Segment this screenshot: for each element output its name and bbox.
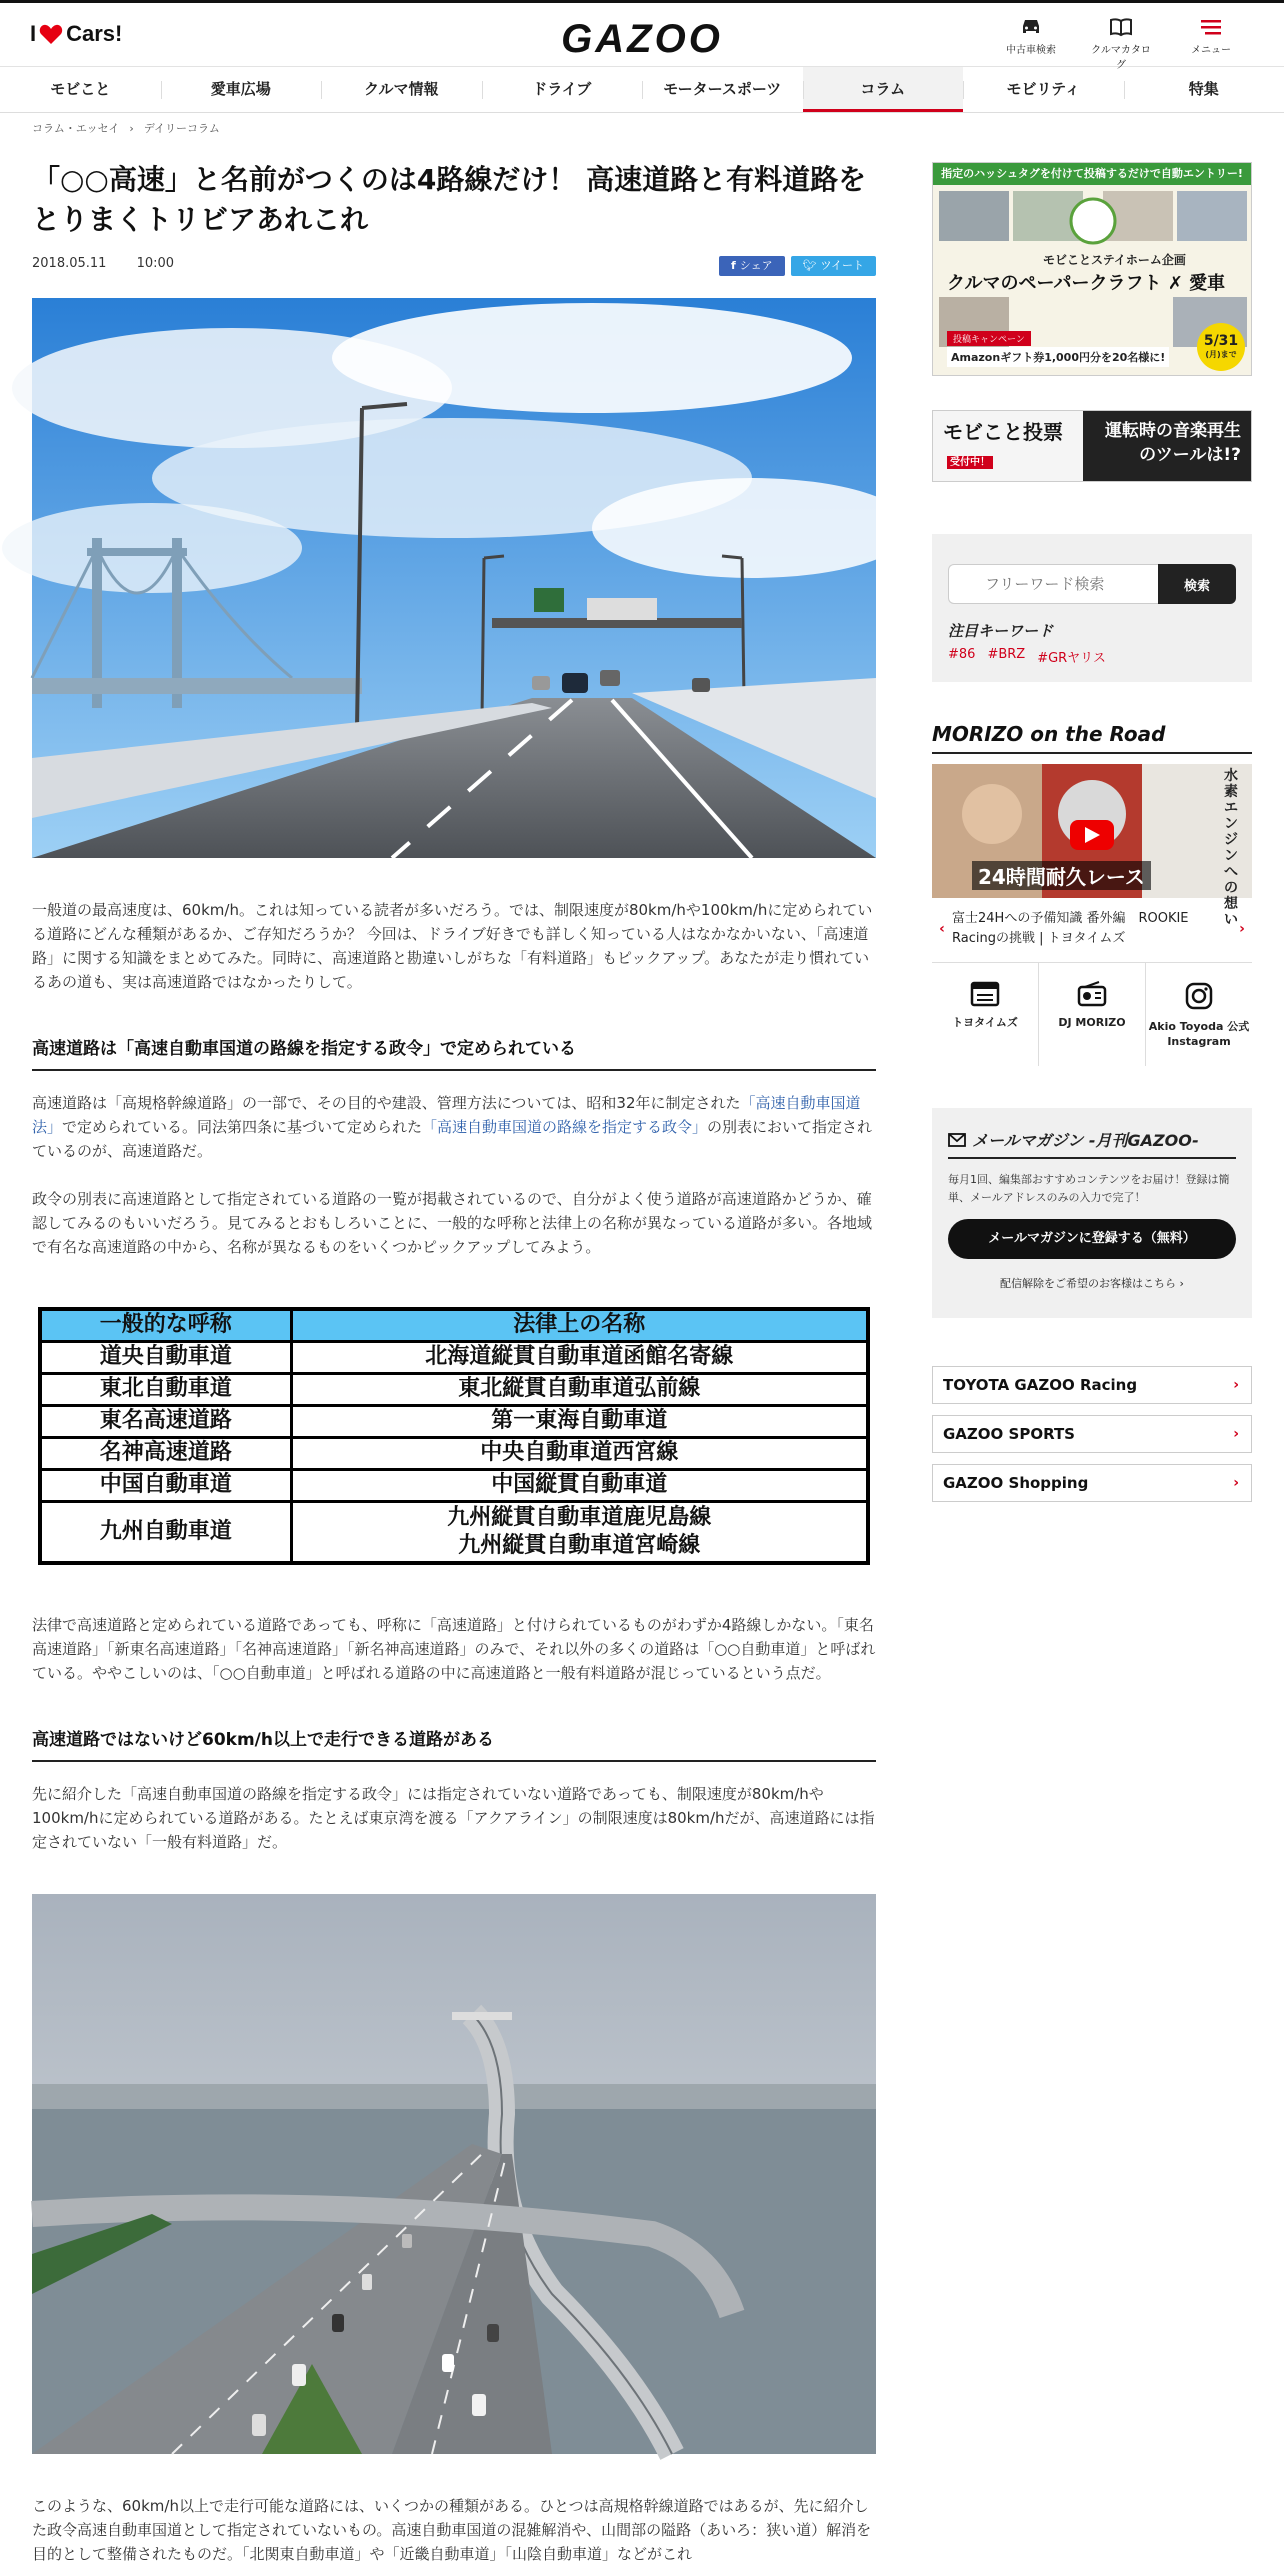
nav-item-mobikoto[interactable]: モビこと [50, 80, 111, 98]
link-route-ordinance[interactable]: 「高速自動車国道の路線を指定する政令」 [422, 1118, 708, 1136]
road-name-table [38, 1307, 870, 1565]
table-row [40, 1469, 868, 1501]
chevron-right-icon: › [1233, 1475, 1239, 1491]
keyword-tags [948, 647, 1236, 666]
link-toyota-gazoo-racing[interactable] [932, 1366, 1252, 1404]
search-input[interactable] [948, 564, 1158, 604]
table-cell [291, 1501, 868, 1563]
section-heading-1: 高速道路は「高速自動車国道の路線を指定する政令」で定められている [32, 1034, 876, 1071]
aqualine-highway-image [32, 1894, 876, 2454]
video-caption-row [932, 908, 1252, 950]
paragraph-1-part-b: で定められている。同法第四条に基づいて定められた [62, 1118, 423, 1136]
banner-deadline-sub: (月)まで [1205, 350, 1237, 359]
banner-deadline: 5/31 [1203, 333, 1239, 349]
table-row [40, 1341, 868, 1373]
paragraph-4: 先に紹介した「高速自動車国道の路線を指定する政令」には指定されていない道路であっても、制限速度が80km/hや100km/hに定められている道路がある。たとえば東京湾を渡る「アクアライン」の制限速度は80km/hだが、高速道路には指定されていない「一般有料道路」だ。 [32, 1785, 875, 1851]
section-heading-2: 高速道路ではないけど60km/h以上で走行できる道路がある [32, 1725, 876, 1762]
chevron-right-icon: › [1233, 1426, 1239, 1442]
newsletter-subscribe-button[interactable]: メールマガジンに登録する（無料） [948, 1219, 1236, 1259]
nav-item-column[interactable]: コラム [803, 67, 964, 112]
table-header-legal-name: 法律上の名称 [291, 1309, 868, 1341]
table-cell-line-2: 九州縦貫自動車道宮崎線 [458, 1532, 701, 1558]
newsletter-description: 毎月1回、編集部おすすめコンテンツをお届け！登録は簡単、メールアドレスのみの入力で完了！ [948, 1173, 1230, 1204]
instagram-icon [1184, 981, 1214, 1011]
vote-banner-left [933, 411, 1083, 481]
video-caption-link[interactable]: 富士24Hへの予備知識 番外編 ROOKIE Racingの挑戦 | トヨタイムズ [952, 911, 1189, 946]
breadcrumb-daily-column[interactable]: デイリーコラム [143, 122, 220, 135]
share-buttons [719, 256, 876, 276]
toyotimes-link[interactable] [932, 963, 1038, 1066]
instagram-link[interactable] [1145, 963, 1252, 1066]
banner-deadline-badge [1197, 323, 1245, 371]
vote-banner-title: モビこと投票 [943, 420, 1063, 444]
newsletter-title-text: メールマガジン -月刊GAZOO- [972, 1131, 1199, 1150]
intro-paragraph: 一般道の最高速度は、60km/h。これは知っている読者が多いだろう。では、制限速度が80km/hや100km/hに定められている道路にどんな種類があるか、ご存知だろうか？ 今回は、ドライブ好きでも詳しく知っている人はなかなかいない、「高速道路」に関する知識をまとめてみた。同時に、高速道路と勘違いしがちな「有料道路」もピックアップ。あなたが走り慣れているあの道も、実は高速道路ではなかったりして。 [32, 901, 873, 991]
header-icons [998, 13, 1244, 71]
facebook-share-button[interactable] [719, 256, 785, 276]
table-header-row [40, 1309, 868, 1341]
newsletter-title [948, 1128, 1236, 1159]
video-thumbnail[interactable] [932, 764, 1252, 928]
link-label: GAZOO Shopping [943, 1474, 1089, 1492]
table-header-common-name: 一般的な呼称 [40, 1309, 291, 1341]
logo-prefix: I [30, 21, 37, 46]
hero-image-bridge-highway [32, 298, 876, 858]
link-label: GAZOO SPORTS [943, 1425, 1075, 1443]
next-arrow-icon[interactable]: › [1239, 921, 1245, 937]
banner-gift-text: Amazonギフト券1,000円分を20名様に! [947, 347, 1169, 367]
keyword-tag[interactable]: #BRZ [987, 647, 1026, 662]
article [32, 160, 876, 2566]
keyword-tag[interactable]: #GRヤリス [1037, 651, 1106, 666]
global-nav [0, 67, 1284, 113]
chevron-right-icon: › [1233, 1377, 1239, 1393]
search-row [948, 564, 1236, 604]
banner-campaign-tag: 投稿キャンペーン [947, 331, 1031, 346]
banner-sub-title: モビことステイホーム企画 [1043, 253, 1186, 267]
table-cell: 北海道縦貫自動車道函館名寄線 [291, 1341, 868, 1373]
table-cell: 東北自動車道 [40, 1373, 291, 1405]
menu-button[interactable] [1178, 13, 1244, 71]
dj-morizo-label: DJ MORIZO [1058, 1016, 1126, 1029]
newsletter-unsubscribe-link[interactable]: 配信解除をご希望のお客様はこちら [1000, 1277, 1177, 1290]
table-row [40, 1437, 868, 1469]
banner-main-title: クルマのペーパークラフト ✗ 愛車 [947, 273, 1226, 294]
table-cell: 東名高速道路 [40, 1405, 291, 1437]
paragraph-1 [32, 1091, 876, 1163]
instagram-label: Akio Toyoda 公式Instagram [1148, 1020, 1250, 1048]
newsletter-panel [932, 1108, 1252, 1318]
logo-suffix: Cars! [66, 21, 123, 46]
article-meta [32, 256, 876, 278]
radio-icon [1077, 981, 1107, 1007]
facebook-icon: f [731, 259, 736, 272]
table-cell: 中国縦貫自動車道 [291, 1469, 868, 1501]
chevron-right-icon: › [1179, 1277, 1184, 1290]
menu-icon [1200, 17, 1222, 37]
breadcrumb-column-essay[interactable]: コラム・エッセイ [32, 122, 120, 135]
table-row [40, 1501, 868, 1563]
mail-icon [948, 1133, 966, 1147]
banner-papercraft-campaign[interactable] [932, 162, 1252, 376]
car-catalog-label: クルマカタログ [1091, 45, 1151, 71]
nav-item-aisha-hiroba[interactable]: 愛車広場 [161, 67, 322, 112]
search-button[interactable]: 検索 [1158, 564, 1236, 604]
used-car-search-button[interactable] [998, 13, 1064, 71]
twitter-icon: 🐦︎ [802, 259, 817, 272]
dj-morizo-link[interactable] [1038, 963, 1145, 1066]
link-gazoo-shopping[interactable] [932, 1464, 1252, 1502]
paragraph-2: 政令の別表に高速道路として指定されている道路の一覧が掲載されているので、自分がよく使う道路が高速道路かどうか、確認してみるのもいいだろう。見てみるとおもしろいことに、一般的な呼称と法律上の名称が異なっている道路が多い。各地域で有名な高速道路の中から、名称が異なるものをいくつかピックアップしてみよう。 [32, 1190, 873, 1256]
link-label: TOYOTA GAZOO Racing [943, 1376, 1138, 1394]
morizo-section-title: MORIZO on the Road [932, 722, 1252, 754]
twitter-share-label: ツイート [820, 259, 864, 272]
paragraph-1-part-a: 高速道路は「高規格幹線道路」の一部で、その目的や建設、管理方法については、昭和32年に制定された [32, 1094, 741, 1112]
nav-item-car-info[interactable]: クルマ情報 [321, 67, 482, 112]
table-cell: 第一東海自動車道 [291, 1405, 868, 1437]
i-love-cars-logo[interactable] [30, 21, 122, 47]
sidebar [932, 162, 1252, 1513]
article-title: 「○○高速」と名前がつくのは4路線だけ！ 高速道路と有料道路をとりまくトリビアあれこれ [32, 163, 867, 236]
search-panel [932, 534, 1252, 682]
book-icon [1109, 17, 1133, 37]
menu-label: メニュー [1191, 45, 1231, 56]
nav-item-mobility[interactable]: モビリティ [963, 67, 1124, 112]
external-links [932, 1366, 1252, 1502]
vote-banner-badge: 受付中！ [947, 456, 993, 469]
nav-item-motorsports[interactable]: モータースポーツ [642, 67, 803, 112]
gazoo-logo[interactable]: GAZOO [561, 17, 723, 61]
table-cell: 東北縦貫自動車道弘前線 [291, 1373, 868, 1405]
road-name-table-image [32, 1307, 876, 1565]
article-date: 2018.05.11 [32, 256, 107, 271]
nav-item-feature[interactable]: 特集 [1124, 67, 1284, 112]
toyotimes-icon [970, 981, 1000, 1007]
search-wrap [948, 564, 1158, 604]
video-overlay-title: 24時間耐久レース [972, 861, 1151, 890]
paragraph-3: 法律で高速道路と定められている道路であっても、呼称に「高速道路」と付けられているものがわずか4路線しかない。「東名高速道路」「新東名高速道路」「名神高速道路」「新名神高速道路」のみで、それ以外の多くの道路は「○○自動車道」と呼ばれている。ややこしいのは、「○○自動車道」と呼ばれる道路の中に高速道路と一般有料道路が混じっているという点だ。 [32, 1616, 876, 1682]
social-links [932, 962, 1252, 1066]
used-car-search-label: 中古車検索 [1006, 45, 1056, 56]
nav-item-drive[interactable]: ドライブ [482, 67, 643, 112]
breadcrumb-separator-icon: › [129, 121, 134, 135]
banner-campaign-bar: 指定のハッシュタグを付けて投稿するだけで自動エントリー! [933, 163, 1251, 185]
table-cell: 中国自動車道 [40, 1469, 291, 1501]
table-cell-line-1: 九州縦貫自動車道鹿児島線 [447, 1504, 712, 1530]
breadcrumb [32, 120, 220, 136]
table-cell: 中央自動車道西宮線 [291, 1437, 868, 1469]
link-gazoo-sports[interactable] [932, 1415, 1252, 1453]
car-icon [1020, 17, 1042, 37]
banner-mobikoto-vote[interactable] [932, 410, 1252, 482]
keyword-title: 注目キーワード [948, 622, 1054, 640]
toyotimes-label: トヨタイムズ [952, 1016, 1018, 1029]
table-cell: 名神高速道路 [40, 1437, 291, 1469]
article-time: 10:00 [136, 256, 175, 271]
site-header [0, 3, 1284, 71]
twitter-share-button[interactable] [791, 256, 876, 276]
prev-arrow-icon[interactable]: ‹ [939, 921, 945, 937]
vote-banner-question: 運転時の音楽再生のツールは!? [1083, 411, 1251, 481]
keyword-tag[interactable]: #86 [948, 647, 976, 662]
table-cell: 九州自動車道 [40, 1501, 291, 1563]
link-highway-law[interactable]: 「高速自動車国道法」 [32, 1094, 861, 1136]
table-row [40, 1405, 868, 1437]
video-side-text: 水素エンジンへの想い [1224, 768, 1238, 928]
table-cell: 道央自動車道 [40, 1341, 291, 1373]
table-row [40, 1373, 868, 1405]
newsletter-unsubscribe [948, 1275, 1236, 1291]
paragraph-5: このような、60km/h以上で走行可能な道路には、いくつかの種類がある。ひとつは高規格幹線道路ではあるが、先に紹介した政令高速自動車国道として指定されていないもの。高速自動車国道の混雑解消や、山間部の隘路（あいろ：狭い道）解消を目的として整備されたものだ。「北関東自動車道」や「近畿自動車道」「山陰自動車道」などがこれ [32, 2497, 872, 2563]
paragraph-1-part-c: の別表において指定されているのが、高速道路だ。 [32, 1118, 873, 1160]
heart-icon [39, 23, 63, 45]
facebook-share-label: シェア [739, 259, 773, 272]
car-catalog-button[interactable] [1088, 13, 1154, 71]
